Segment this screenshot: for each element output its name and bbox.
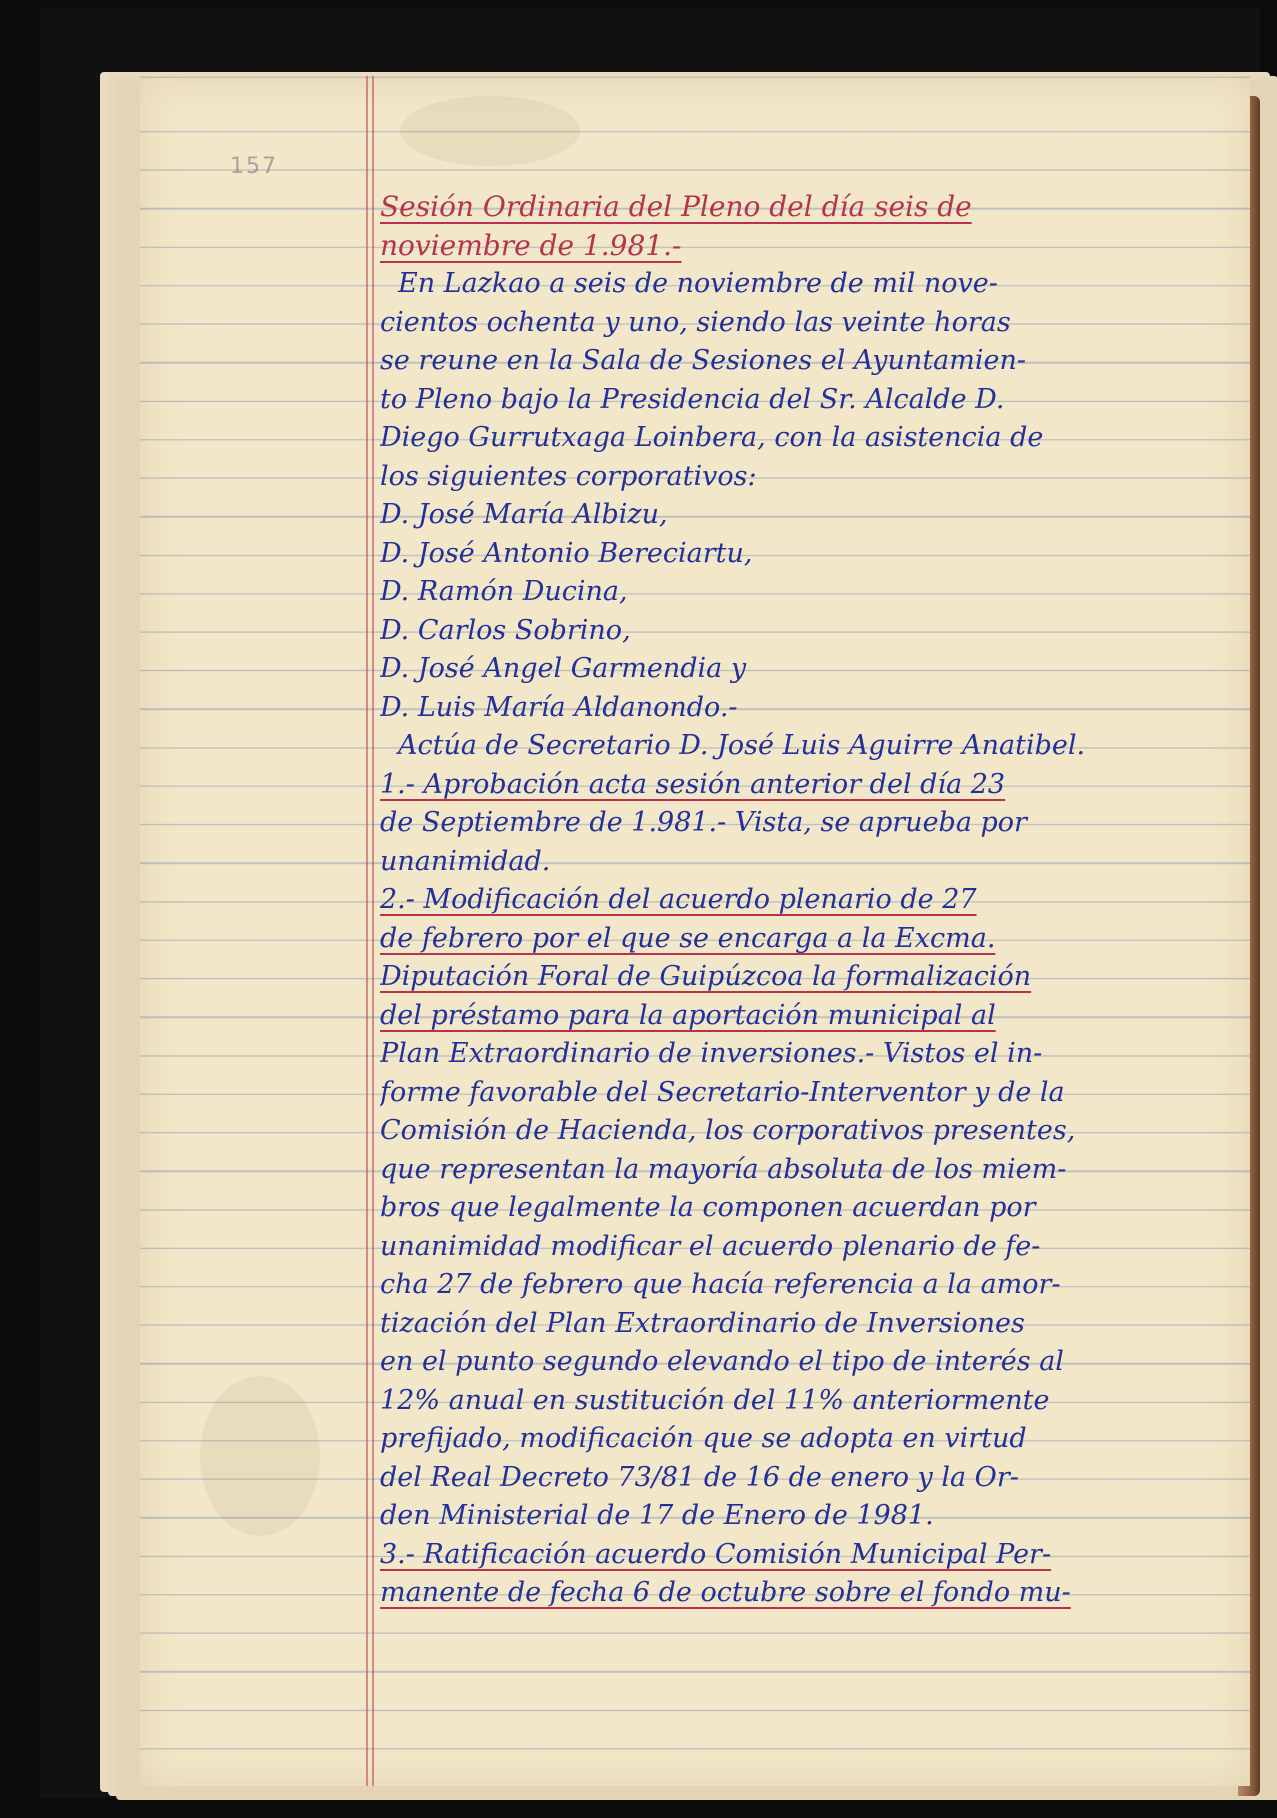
text-line: bros que legalmente la componen acuerdan por xyxy=(380,1192,1036,1223)
attendee-line: D. Luis María Aldanondo.- xyxy=(380,691,738,723)
attendee-line: D. Ramón Ducina, xyxy=(380,576,628,607)
text-line: to Pleno bajo la Presidencia del Sr. Alcalde D. xyxy=(380,383,1005,415)
paper-stain xyxy=(200,1376,320,1536)
text-line: 12% anual en sustitución del 11% anteriormente xyxy=(380,1384,1050,1416)
attendee-line: D. José Angel Garmendia y xyxy=(380,653,747,684)
text-line: Diego Gurrutxaga Loinbera, con la asistencia de xyxy=(380,422,1044,453)
attendee-line: D. José Antonio Bereciartu, xyxy=(380,537,753,569)
text-line: en el punto segundo elevando el tipo de interés al xyxy=(380,1346,1064,1377)
text-line: de febrero por el que se encarga a la Excma. xyxy=(380,922,996,954)
session-title: noviembre de 1.981.- xyxy=(380,228,682,262)
text-line: de Septiembre de 1.981.- Vista, se aprueba por xyxy=(380,807,1027,838)
agenda-item-heading: 1.- Aprobación acta sesión anterior del día 23 xyxy=(380,768,1006,800)
text-line: unanimidad. xyxy=(380,845,551,877)
handwritten-minutes xyxy=(380,188,1230,1613)
margin-rule xyxy=(372,76,374,1786)
text-line: cientos ochenta y uno, siendo las veinte horas xyxy=(380,306,1011,338)
session-title: Sesión Ordinaria del Pleno del día seis de xyxy=(380,190,972,223)
text-line: forme favorable del Secretario-Interventor y de la xyxy=(380,1076,1065,1108)
text-line: Diputación Foral de Guipúzcoa la formalización xyxy=(380,961,1032,992)
attendee-line: D. José María Albizu, xyxy=(380,499,668,530)
text-line: que representan la mayoría absoluta de los miem- xyxy=(380,1153,1067,1185)
text-line: den Ministerial de 17 de Enero de 1981. xyxy=(380,1500,934,1531)
attendee-line: D. Carlos Sobrino, xyxy=(380,614,631,646)
text-line: los siguientes corporativos: xyxy=(380,460,757,492)
text-line: Plan Extraordinario de inversiones.- Vistos el in- xyxy=(380,1038,1043,1069)
text-line: En Lazkao a seis de noviembre de mil nove- xyxy=(398,268,998,299)
agenda-item-heading: 3.- Ratificación acuerdo Comisión Municipal Per- xyxy=(380,1538,1052,1570)
text-line: Comisión de Hacienda, los corporativos presentes, xyxy=(380,1115,1076,1146)
text-line: Actúa de Secretario D. José Luis Aguirre Anatibel. xyxy=(398,730,1086,761)
text-line: del préstamo para la aportación municipal al xyxy=(380,999,996,1031)
page-number: 157 xyxy=(230,154,278,179)
ledger-page xyxy=(140,76,1250,1786)
text-line: se reune en la Sala de Sesiones el Ayuntamien- xyxy=(380,345,1026,376)
text-line: unanimidad modificar el acuerdo plenario de fe- xyxy=(380,1230,1041,1262)
paper-stain xyxy=(400,96,580,166)
text-line: prefijado, modificación que se adopta en virtud xyxy=(380,1423,1027,1454)
text-line: del Real Decreto 73/81 de 16 de enero y la Or- xyxy=(380,1461,1019,1493)
margin-rule xyxy=(366,76,368,1786)
text-line: tización del Plan Extraordinario de Inversiones xyxy=(380,1307,1025,1339)
agenda-item-heading: 2.- Modificación del acuerdo plenario de 27 xyxy=(380,884,977,915)
text-line: manente de fecha 6 de octubre sobre el fondo mu- xyxy=(380,1577,1071,1608)
text-line: cha 27 de febrero que hacía referencia a la amor- xyxy=(380,1269,1061,1300)
